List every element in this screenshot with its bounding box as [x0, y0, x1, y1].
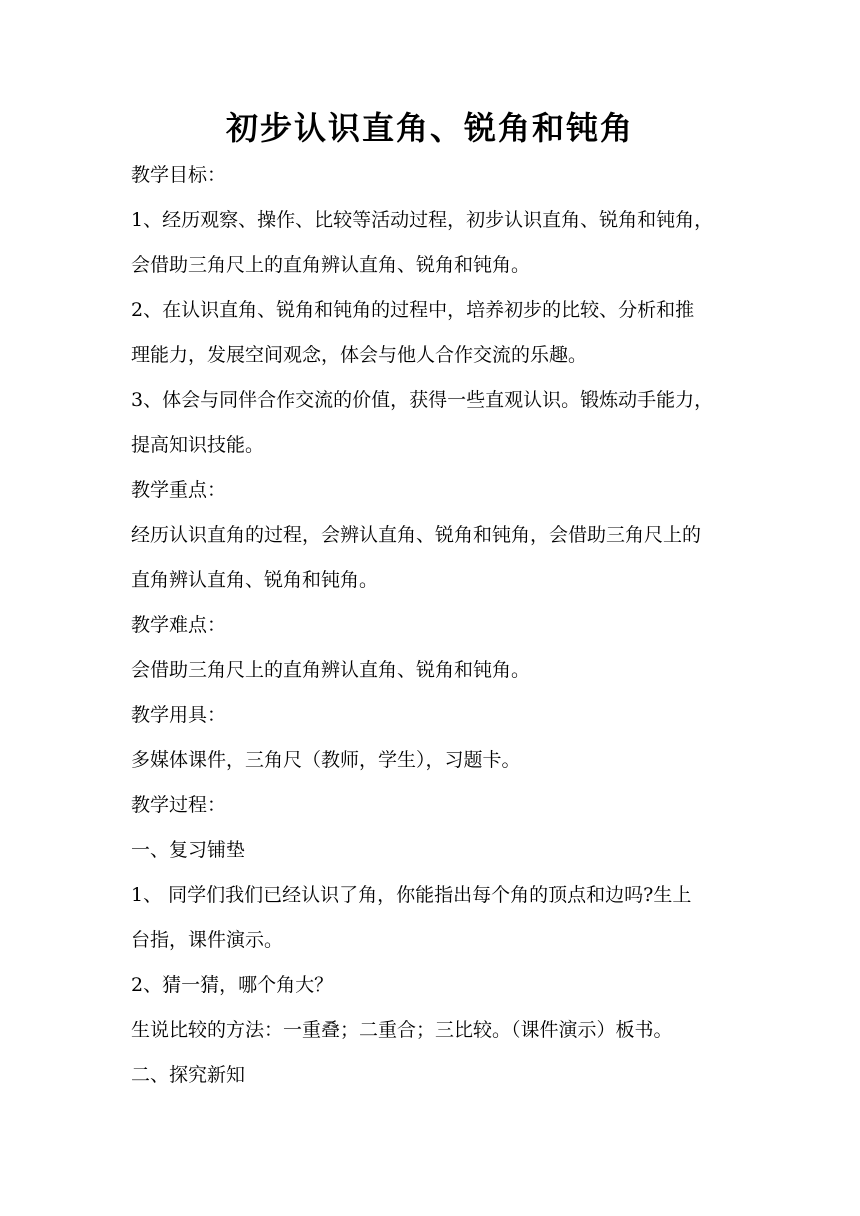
section-heading-objectives: 教学目标：: [131, 164, 227, 186]
document-title: 初步认识直角、锐角和钝角: [225, 109, 634, 147]
process-step-explore-heading: 二、探究新知: [131, 1064, 246, 1086]
review-item-1-line-1: 1、 同学们我们已经认识了角，你能指出每个角的顶点和边吗?生上: [131, 884, 692, 906]
review-item-1-line-2: 台指，课件演示。: [131, 929, 284, 951]
process-step-review-heading: 一、复习铺垫: [131, 839, 246, 861]
objective-1-line-2: 会借助三角尺上的直角辨认直角、锐角和钝角。: [131, 254, 531, 276]
review-item-2-detail: 生说比较的方法：一重叠；二重合；三比较。（课件演示）板书。: [131, 1019, 673, 1041]
key-points-line-1: 经历认识直角的过程，会辨认直角、锐角和钝角，会借助三角尺上的: [131, 524, 702, 546]
objective-2-line-2: 理能力，发展空间观念，体会与他人合作交流的乐趣。: [131, 344, 588, 366]
objective-2-line-1: 2、在认识直角、锐角和钝角的过程中，培养初步的比较、分析和推: [131, 299, 695, 321]
difficulties-line: 会借助三角尺上的直角辨认直角、锐角和钝角。: [131, 659, 531, 681]
objective-3-line-1: 3、体会与同伴合作交流的价值，获得一些直观认识。锻炼动手能力，: [131, 389, 714, 411]
objective-1-line-1: 1、经历观察、操作、比较等活动过程，初步认识直角、锐角和钝角，: [131, 209, 714, 231]
key-points-line-2: 直角辨认直角、锐角和钝角。: [131, 569, 379, 591]
objective-3-line-2: 提高知识技能。: [131, 434, 265, 456]
section-heading-difficulties: 教学难点：: [131, 614, 227, 636]
section-heading-tools: 教学用具：: [131, 704, 227, 726]
section-heading-key-points: 教学重点：: [131, 479, 227, 501]
review-item-2: 2、猜一猜，哪个角大？: [131, 974, 334, 996]
tools-line: 多媒体课件，三角尺（教师，学生），习题卡。: [131, 749, 521, 771]
section-heading-process: 教学过程：: [131, 794, 227, 816]
